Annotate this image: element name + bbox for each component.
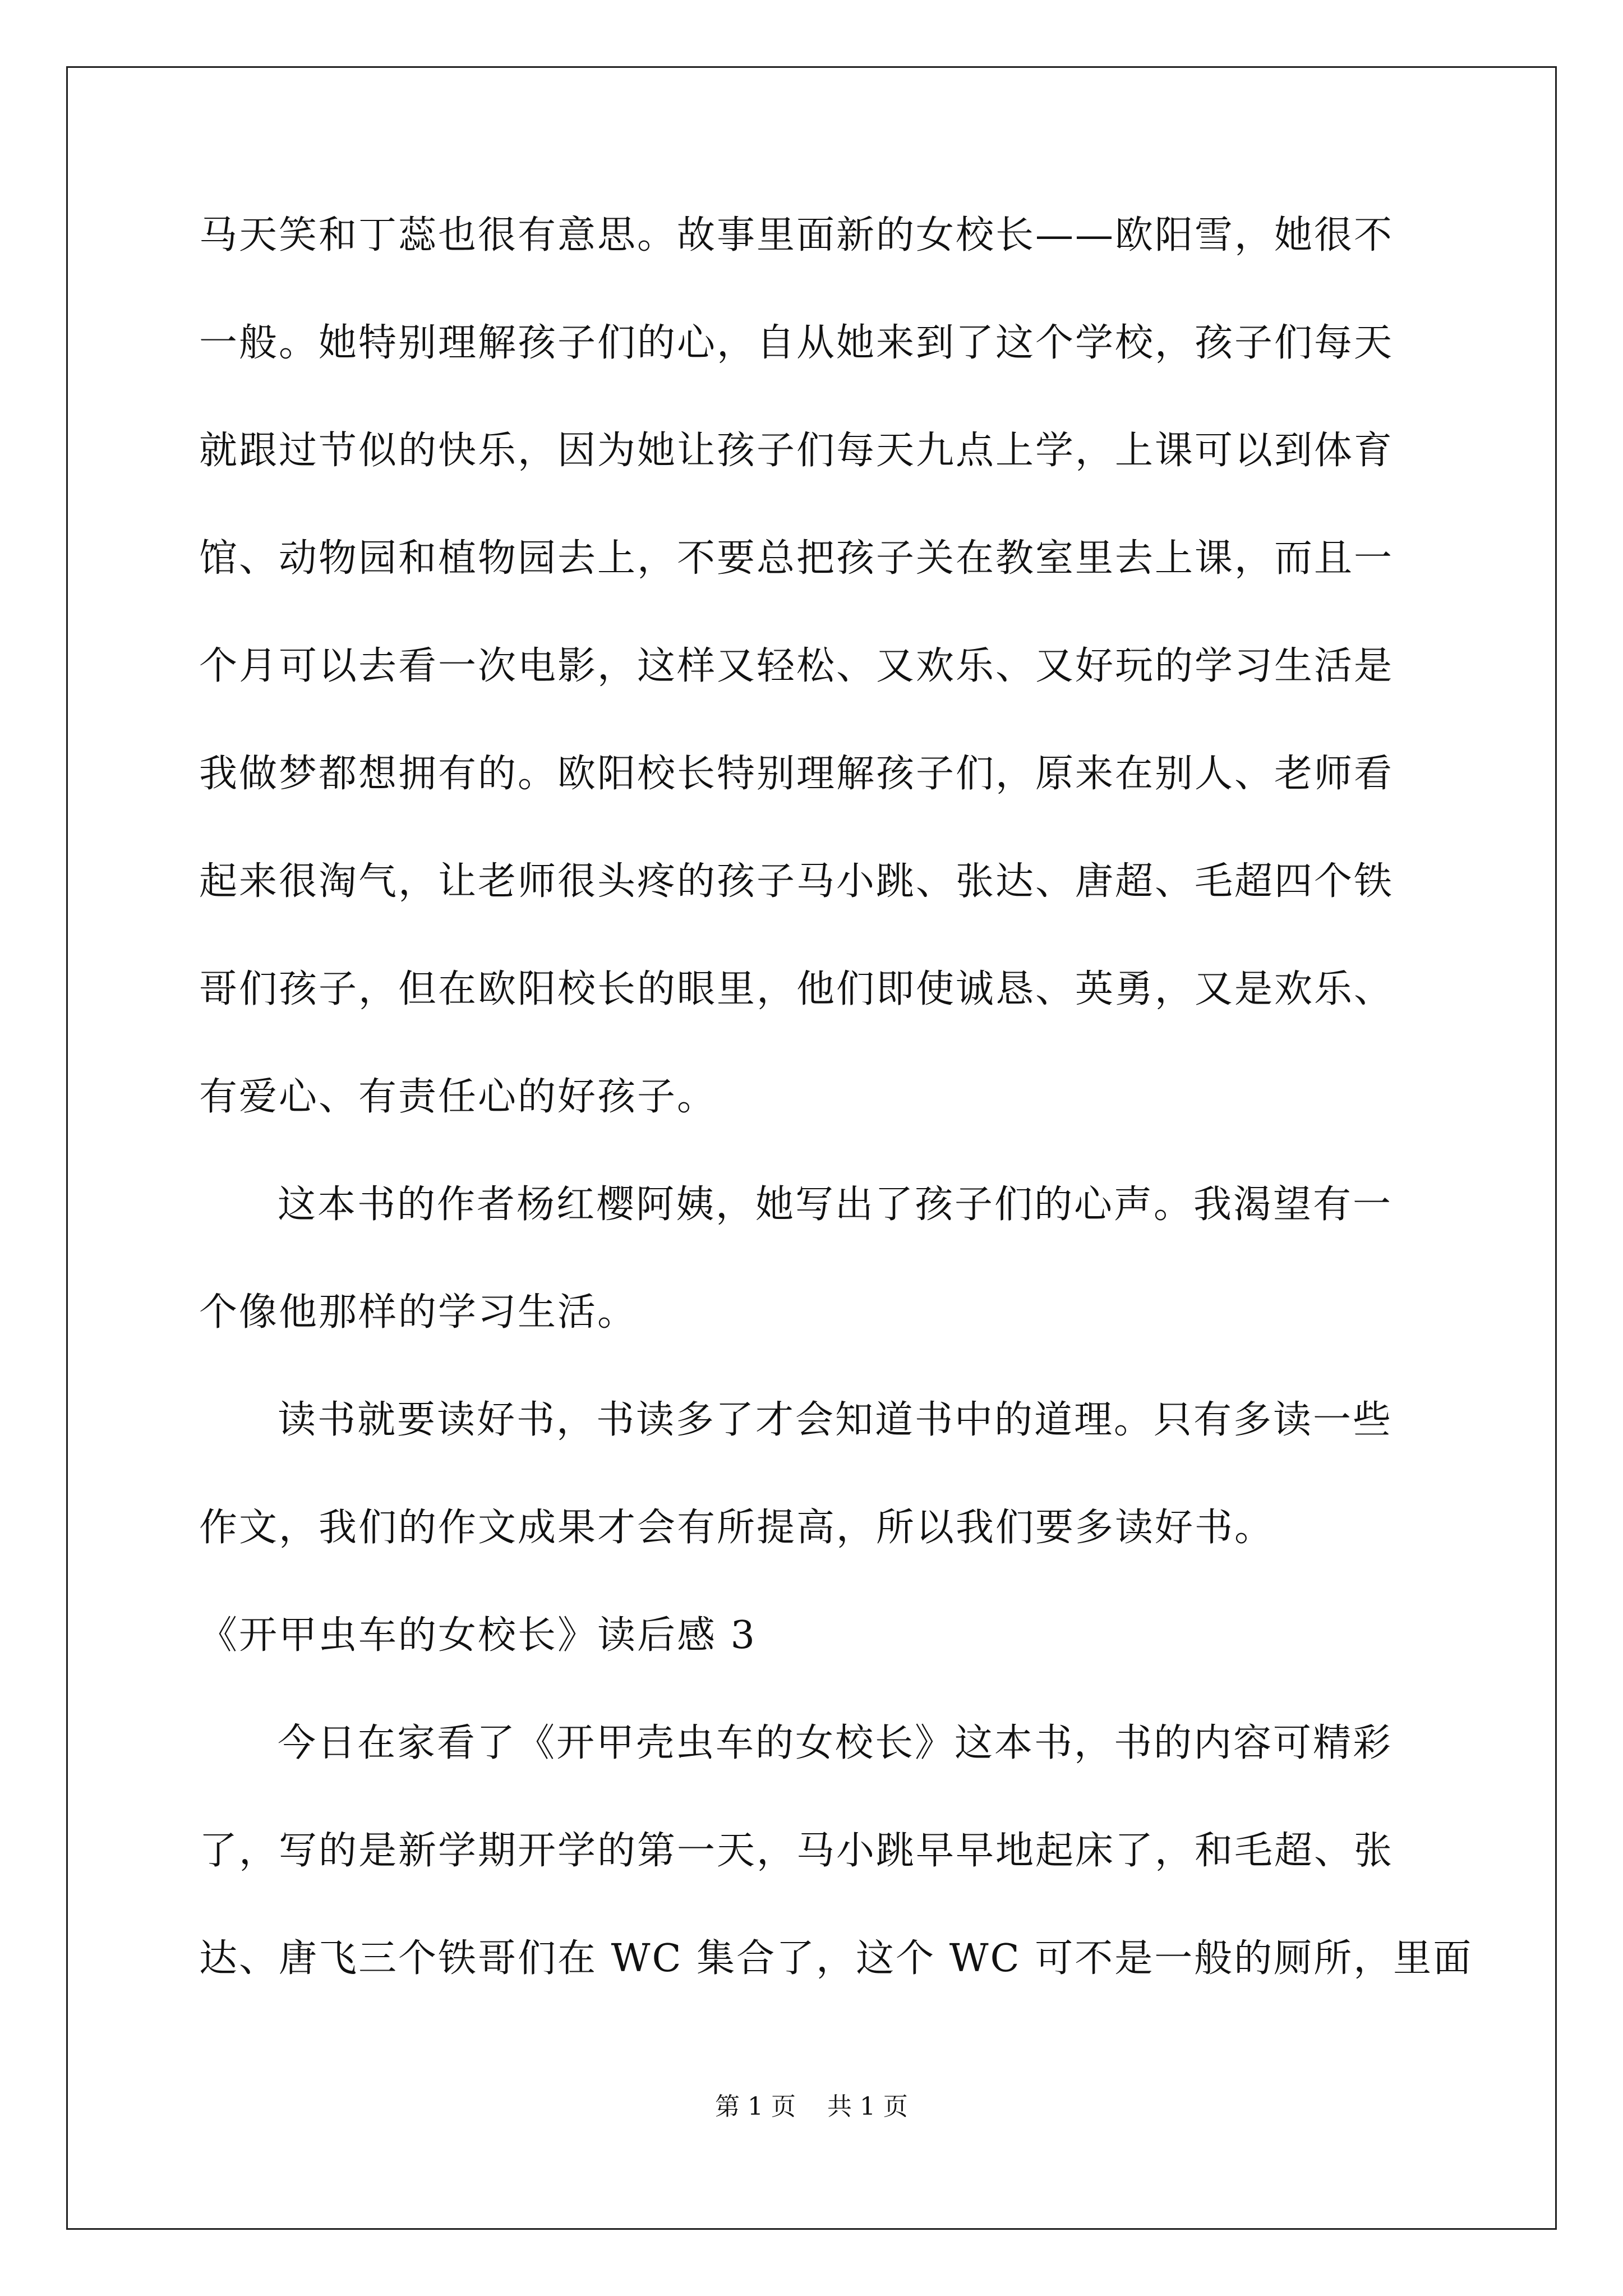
text-line: 哥们孩子，但在欧阳校长的眼里，他们即使诚恳、英勇，又是欢乐、: [199, 967, 1394, 1011]
text-line: 个月可以去看一次电影，这样又轻松、又欢乐、又好玩的学习生活是: [199, 644, 1394, 688]
section-heading: 《开甲虫车的女校长》读后感 3: [199, 1613, 757, 1658]
text-line: 了，写的是新学期开学的第一天，马小跳早早地起床了，和毛超、张: [199, 1829, 1394, 1873]
text-line: 个像他那样的学习生活。: [199, 1290, 638, 1335]
text-line: 有爱心、有责任心的好孩子。: [199, 1075, 717, 1119]
text-line: 作文，我们的作文成果才会有所提高，所以我们要多读好书。: [199, 1506, 1275, 1550]
text-line: 就跟过节似的快乐，因为她让孩子们每天九点上学，上课可以到体育: [199, 429, 1394, 473]
text-line: 马天笑和丁蕊也很有意思。故事里面新的女校长——欧阳雪，她很不: [199, 213, 1394, 257]
text-line: 馆、动物园和植物园去上，不要总把孩子关在教室里去上课，而且一: [199, 536, 1394, 581]
page-number-footer: 第 1 页 共 1 页: [715, 2092, 908, 2121]
text-line: 一般。她特别理解孩子们的心，自从她来到了这个学校，孩子们每天: [199, 321, 1394, 365]
page-border: [66, 66, 1557, 2230]
paragraph-first-line: 这本书的作者杨红樱阿姨，她写出了孩子们的心声。我渴望有一: [278, 1182, 1393, 1227]
text-line: 达、唐飞三个铁哥们在 WC 集合了，这个 WC 可不是一般的厕所，里面: [199, 1936, 1473, 1981]
paragraph-first-line: 读书就要读好书，书读多了才会知道书中的道理。只有多读一些: [278, 1398, 1393, 1442]
text-line: 起来很淘气，让老师很头疼的孩子马小跳、张达、唐超、毛超四个铁: [199, 859, 1394, 904]
paragraph-first-line: 今日在家看了《开甲壳虫车的女校长》这本书，书的内容可精彩: [278, 1721, 1393, 1765]
text-line: 我做梦都想拥有的。欧阳校长特别理解孩子们，原来在别人、老师看: [199, 752, 1394, 796]
